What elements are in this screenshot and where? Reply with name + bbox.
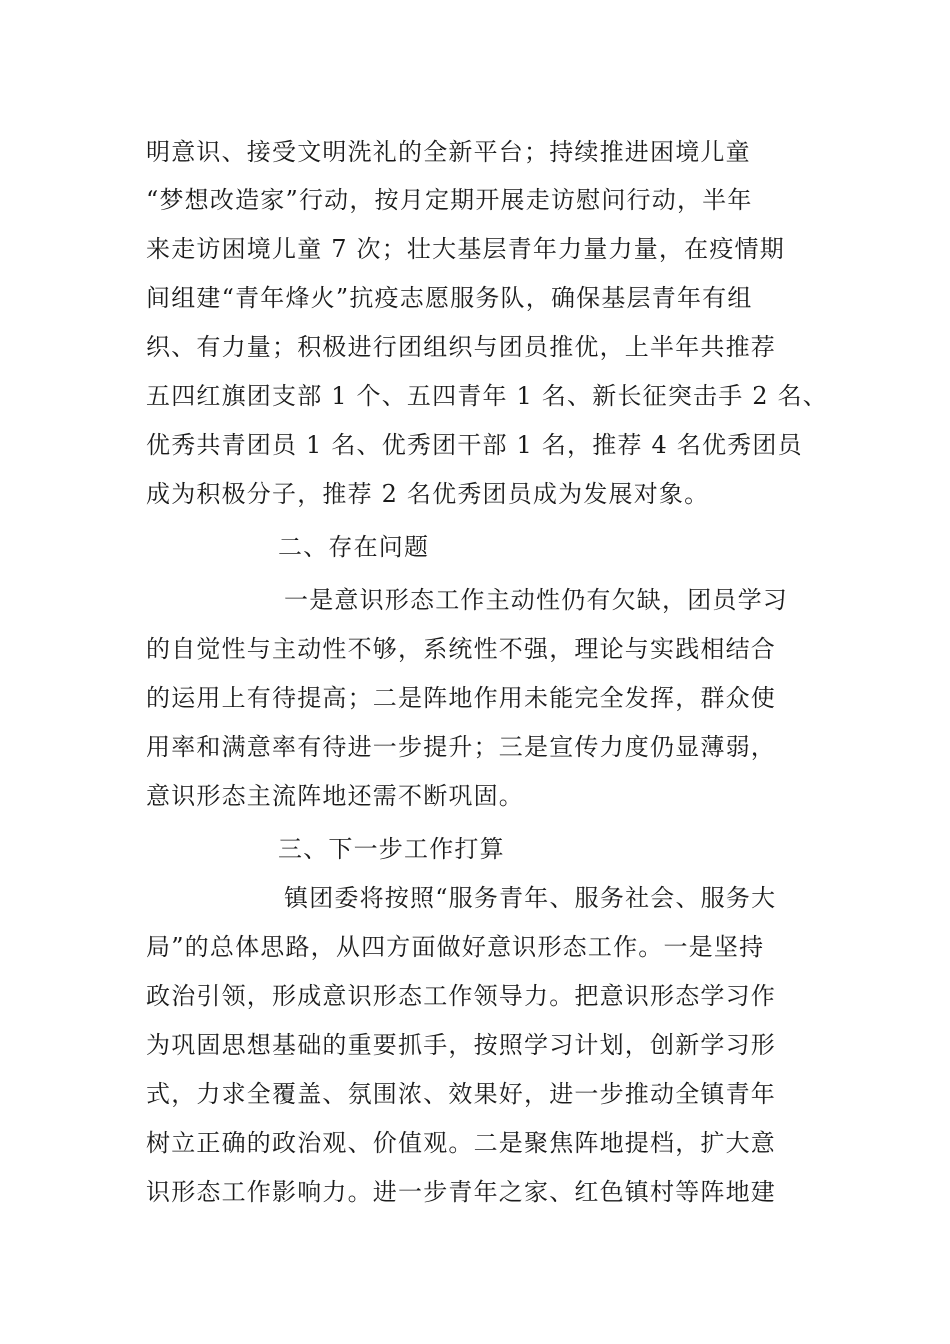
body-text-line: 式，力求全覆盖、氛围浓、效果好，进一步推动全镇青年 (146, 1080, 776, 1108)
section-heading-next-steps: 三、下一步工作打算 (278, 835, 505, 863)
body-text-line: 用率和满意率有待进一步提升；三是宣传力度仍显薄弱， (146, 733, 776, 761)
body-text-line: 的自觉性与主动性不够，系统性不强，理论与实践相结合 (146, 635, 776, 663)
body-text-line: 识形态工作影响力。进一步青年之家、红色镇村等阵地建 (146, 1178, 776, 1206)
body-text-line: 成为积极分子，推荐 2 名优秀团员成为发展对象。 (146, 480, 710, 508)
body-text-line: 一是意识形态工作主动性仍有欠缺，团员学习 (284, 586, 788, 614)
body-text-line: 五四红旗团支部 1 个、五四青年 1 名、新长征突击手 2 名、 (146, 382, 828, 410)
body-text-line: 为巩固思想基础的重要抓手，按照学习计划，创新学习形 (146, 1031, 776, 1059)
body-text-line: 树立正确的政治观、价值观。二是聚焦阵地提档，扩大意 (146, 1129, 776, 1157)
body-text-line: 间组建“青年烽火”抗疫志愿服务队，确保基层青年有组 (146, 284, 753, 312)
body-text-line: “梦想改造家”行动，按月定期开展走访慰问行动，半年 (146, 186, 753, 214)
body-text-line: 的运用上有待提高；二是阵地作用未能完全发挥，群众使 (146, 684, 776, 712)
body-text-line: 镇团委将按照“服务青年、服务社会、服务大 (284, 884, 777, 912)
body-text-line: 局”的总体思路，从四方面做好意识形态工作。一是坚持 (146, 933, 765, 961)
body-text-line: 优秀共青团员 1 名、优秀团干部 1 名，推荐 4 名优秀团员 (146, 431, 803, 459)
body-text-line: 织、有力量；积极进行团组织与团员推优，上半年共推荐 (146, 333, 776, 361)
body-text-line: 政治引领，形成意识形态工作领导力。把意识形态学习作 (146, 982, 776, 1010)
body-text-line: 来走访困境儿童 7 次；壮大基层青年力量力量，在疫情期 (146, 235, 785, 263)
body-text-line: 明意识、接受文明洗礼的全新平台；持续推进困境儿童 (146, 138, 751, 166)
body-text-line: 意识形态主流阵地还需不断巩固。 (146, 782, 524, 810)
section-heading-problems: 二、存在问题 (278, 533, 430, 561)
